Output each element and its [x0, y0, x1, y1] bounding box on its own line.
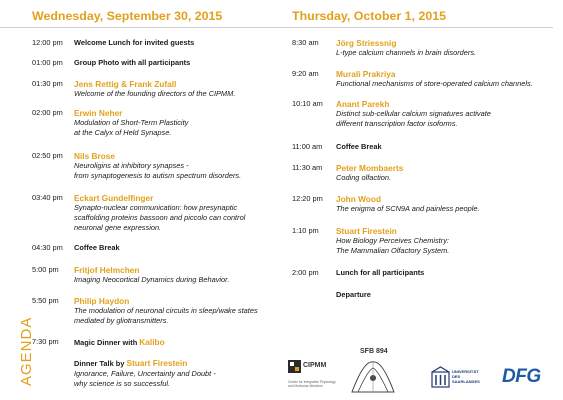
talk-title-line: Neuroligins at inhibitory synapses -: [74, 161, 189, 170]
university-name: [452, 369, 480, 384]
entry-title: Coffee Break: [336, 142, 382, 151]
entry-time: 5:00 pm: [32, 265, 59, 274]
talk-title-line: The Mammalian Olfactory System.: [336, 246, 450, 255]
cipmm-name: CIPMM: [303, 362, 327, 369]
dinner-talk-heading: [74, 358, 282, 369]
dfg-logo: [502, 366, 550, 388]
talk-title-line: why science is so successful.: [74, 379, 171, 388]
talk-title: Imaging Neocortical Dynamics during Behavior.: [74, 275, 230, 284]
university-name-line: SAARLANDES: [452, 379, 480, 384]
cipmm-mark-icon: [288, 360, 301, 373]
talk-title-line: Distinct sub-cellular calcium signatures activate: [336, 109, 491, 118]
talk-title: The enigma of SCN9A and painless people.: [336, 204, 480, 213]
talk-title-line: different transcription factor isoforms.: [336, 119, 458, 128]
entry-time: 2:00 pm: [292, 268, 319, 277]
day-title: Thursday, October 1, 2015: [292, 9, 447, 23]
talk-title-line: mediated by gliotransmitters.: [74, 316, 169, 325]
entry-time: 12:20 pm: [292, 194, 323, 203]
dinner-venue: Kalibo: [139, 337, 165, 347]
talk-title: Coding olfaction.: [336, 173, 392, 182]
speaker-name: John Wood: [336, 194, 382, 204]
university-name-line: DES: [452, 374, 461, 379]
entry-time: 04:30 pm: [32, 243, 63, 252]
talk-title-line: Modulation of Short-Term Plasticity: [74, 118, 189, 127]
day-divider: [282, 27, 553, 28]
cipmm-subtitle-line: Center for Integrative Physiology: [288, 380, 336, 384]
talk-title: L-type calcium channels in brain disorders.: [336, 48, 477, 57]
day-divider: [0, 27, 282, 28]
entry-time: 5:50 pm: [32, 296, 59, 305]
university-seal-icon: [431, 366, 450, 388]
speaker-name: Fritjof Helmchen: [74, 265, 140, 275]
sfb-name: SFB 894: [360, 348, 388, 355]
speaker-name: Nils Brose: [74, 151, 116, 161]
speaker-name: Jens Rettig & Frank Zufall: [74, 79, 177, 89]
dinner-talk-prefix: Dinner Talk by: [74, 359, 127, 368]
cipmm-subtitle-line: and Molecular Medicine: [288, 384, 323, 388]
speaker-name: Eckart Gundelfinger: [74, 193, 154, 203]
entry-time: 7:30 pm: [32, 337, 59, 346]
entry-time: 8:30 am: [292, 38, 319, 47]
speaker-name: Stuart Firestein: [336, 226, 397, 236]
entry-time: 1:10 pm: [292, 226, 319, 235]
entry-time: 01:00 pm: [32, 58, 63, 67]
entry-title: [74, 337, 282, 348]
entry-title: Group Photo with all participants: [74, 58, 191, 67]
talk-title-line: Ignorance, Failure, Uncertainty and Doubt -: [74, 369, 216, 378]
saarland-university-logo: [431, 366, 489, 390]
cipmm-subtitle: [288, 380, 340, 388]
entry-time: 11:00 am: [292, 142, 323, 151]
talk-title: Welcome of the founding directors of the CIPMM.: [74, 89, 236, 98]
entry-time: 03:40 pm: [32, 193, 63, 202]
speaker-name: Stuart Firestein: [126, 358, 188, 368]
entry-time: 9:20 am: [292, 69, 319, 78]
entry-title: Lunch for all participants: [336, 268, 425, 277]
entry-title: Departure: [336, 290, 371, 299]
talk-title-line: at the Calyx of Held Synapse.: [74, 128, 172, 137]
entry-title: Welcome Lunch for invited guests: [74, 38, 195, 47]
speaker-name: Anant Parekh: [336, 99, 390, 109]
entry-time: 10:10 am: [292, 99, 323, 108]
entry-time: 11:30 am: [292, 163, 323, 172]
university-name-line: UNIVERSITÄT: [452, 369, 479, 374]
speaker-name: Philip Haydon: [74, 296, 130, 306]
entry-time: 01:30 pm: [32, 79, 63, 88]
speaker-name: Peter Mombaerts: [336, 163, 404, 173]
entry-time: 12:00 pm: [32, 38, 63, 47]
entry-time: 02:50 pm: [32, 151, 63, 160]
speaker-name: Murali Prakriya: [336, 69, 396, 79]
dinner-label: Magic Dinner with: [74, 338, 140, 347]
day-title: Wednesday, September 30, 2015: [32, 9, 223, 23]
dfg-name: DFG: [502, 366, 541, 387]
talk-title: Functional mechanisms of store-operated calcium channels.: [336, 79, 533, 88]
cipmm-logo: [288, 360, 340, 392]
talk-title-line: How Biology Perceives Chemistry:: [336, 236, 449, 245]
sfb-emblem-icon: [350, 358, 396, 394]
sponsor-logos: [288, 348, 558, 396]
speaker-name: Jörg Striessnig: [336, 38, 397, 48]
talk-title-line: scaffolding proteins bassoon and piccolo can control: [74, 213, 246, 222]
agenda-side-label: AGENDA: [18, 316, 35, 386]
speaker-name: Erwin Neher: [74, 108, 123, 118]
talk-title-line: The modulation of neuronal circuits in sleep/wake states: [74, 306, 258, 315]
talk-title-line: from synaptogenesis to autism spectrum disorders.: [74, 171, 242, 180]
entry-time: 02:00 pm: [32, 108, 63, 117]
talk-title-line: neuronal gene expression.: [74, 223, 162, 232]
talk-title-line: Synapto-nuclear communication: how presynaptic: [74, 203, 238, 212]
entry-title: Coffee Break: [74, 243, 120, 252]
sfb-logo: [348, 348, 398, 394]
